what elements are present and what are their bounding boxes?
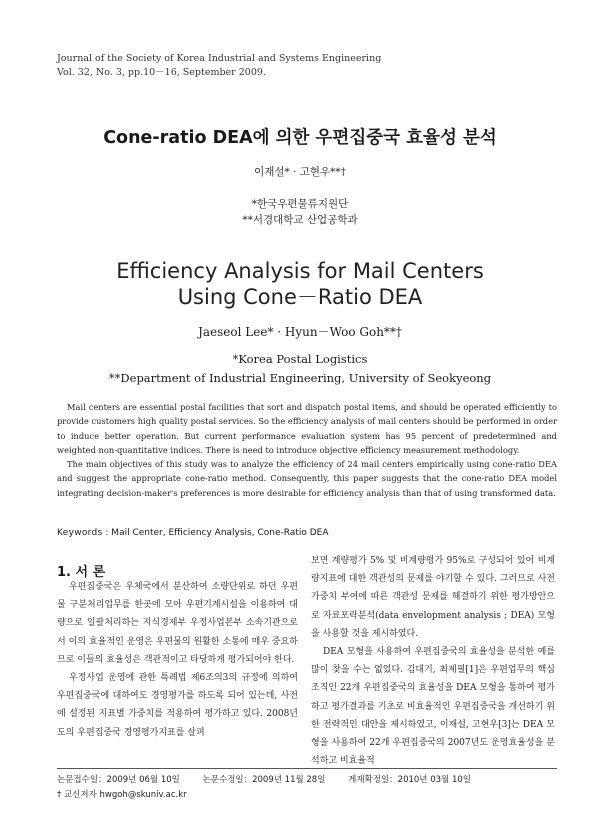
- submission-dates: [57, 773, 491, 785]
- corresponding-author: † 교신저자 hwgoh@skuniv.ac.kr: [57, 790, 187, 800]
- keywords-label: Keywords: [57, 528, 103, 538]
- affiliation-english-2: **Department of Industrial Engineering, University of Seokyeong: [108, 371, 492, 385]
- title-korean: Cone-ratio DEA에 의한 우편집중국 효율성 분석: [103, 128, 497, 148]
- affiliation-english-1: *Korea Postal Logistics: [232, 352, 368, 366]
- received-date: 논문접수일：2009년 06월 10일: [57, 775, 180, 785]
- title-english-line1: Efficiency Analysis for Mail Centers: [116, 259, 484, 283]
- title-english-line2: Using Cone－Ratio DEA: [177, 285, 423, 309]
- footnote-divider: [57, 768, 557, 769]
- affiliation-korean-2: **서경대학교 산업공학과: [242, 214, 358, 226]
- body-column-right: [311, 552, 555, 770]
- accepted-date: 게재확정일：2010년 03월 10일: [348, 775, 471, 785]
- abstract-paragraph-2: The main objectives of this study was to analyze the efficiency of 24 mail centers empirically using cone-ratio DEA and suggest the appropriate cone-ratio method. Consequently, this paper suggests that the cone-ratio DEA model integrating decision-maker's preferences is more desirable for efficiency analysis than that of using transformed data.: [57, 459, 557, 498]
- authors-english: Jaeseol Lee* · Hyun－Woo Goh**†: [198, 325, 402, 339]
- affiliation-korean-1: *한국우편물류지원단: [251, 198, 349, 210]
- revised-date: 논문수정일：2009년 11월 28일: [202, 775, 326, 785]
- journal-name: Journal of the Society of Korea Industrial and Systems Engineering: [57, 53, 382, 64]
- abstract: [57, 400, 557, 500]
- body-paragraph: DEA 모형을 사용하여 우편집중국의 효율성을 분석한 예를 많이 찾을 수는 없었다. 김대기, 최제필[1]은 우편업무의 핵심조직인 22개 우편집중국의 효율성을 DEA 모형을 통하여 평가하고 평가결과를 기초로 비효율적인 우편집중국을 개선하기 위한 전략적인 대안을 제시하였고, 이재설, 고현우[3]는 DEA 모형을 사용하여 22개 우편집중국의 2007년도 운영효율성을 분석하고 비효율적: [311, 647, 555, 767]
- keywords: [57, 528, 329, 538]
- body-column-left: [57, 578, 298, 742]
- section-heading-introduction: 1. 서 론: [57, 565, 106, 580]
- body-paragraph: 우정사업 운영에 관한 특례법 제6조의3의 규정에 의하여 우편집중국에 대하여도 경영평가를 하도록 되어 있는데, 사전에 설정된 지표별 가중치를 적용하여 평가하고 있다. 2008년도의 우편집중국 경영평가지표를 살펴: [57, 673, 298, 738]
- authors-korean: 이재설* · 고현우**†: [254, 166, 346, 178]
- body-paragraph: 우편집중국은 우체국에서 분산하여 소량단위로 하던 우편물 구분처리업무를 한곳에 모아 우편기계시설을 이용하여 대량으로 일괄처리하는 지식경제부 우정사업본부 소속기관으로서 이의 효율적인 운영은 우편물의 원활한 소통에 매우 중요하므로 이들의 효율성은 객관적이고 타당하게 평가되어야 한다.: [57, 582, 298, 665]
- keywords-value: : Mail Center, Efficiency Analysis, Cone-Ratio DEA: [105, 528, 329, 538]
- body-paragraph: 보면 계량평가 5% 및 비계량평가 95%로 구성되어 있어 비계량지표에 대한 객관성의 문제를 야기할 수 있다. 그러므로 사전 가중치 부여에 따른 객관성 문제를 해결하기 위한 평가방안으로 자료포락분석(data envelopment analysis ; DEA) 모형을 사용할 것을 제시하였다.: [311, 556, 555, 639]
- abstract-paragraph-1: Mail centers are essential postal facilities that sort and dispatch postal items, and should be operated efficiently to provide customers high quality postal services. So the efficiency analysis of mail centers should be performed in order to induce better operation. But current performance evaluation system has 95 percent of predetermined and weighted non-quantitative indices. There is need to introduce objective efficiency measurement methodology.: [57, 402, 557, 455]
- journal-volume: Vol. 32, No. 3, pp.10－16, September 2009.: [57, 67, 266, 78]
